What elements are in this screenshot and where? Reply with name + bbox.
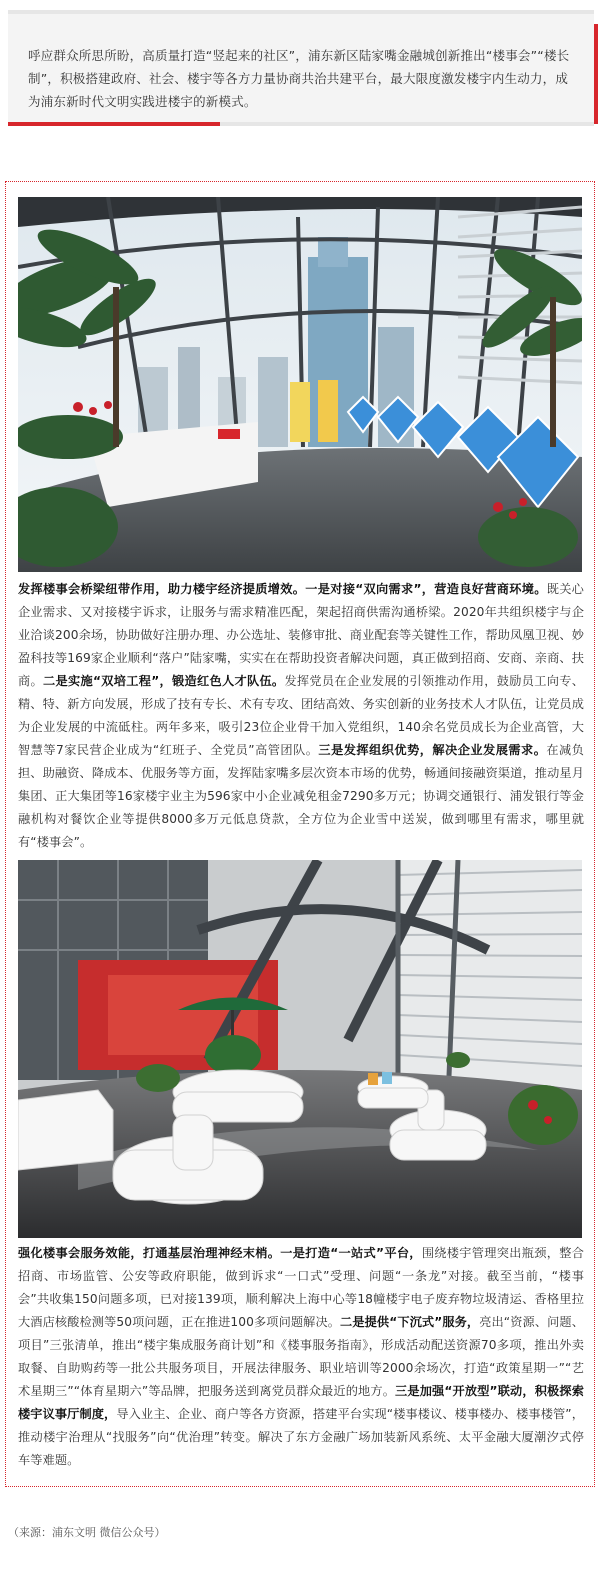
intro-red-accent-bottom	[8, 122, 220, 126]
observation-deck-photo	[18, 197, 582, 572]
lounge-photo	[18, 860, 582, 1238]
intro-top-bar	[8, 10, 594, 14]
intro-box	[8, 10, 594, 126]
intro-text: 呼应群众所思所盼，高质量打造“竖起来的社区”，浦东新区陆家嘴金融城创新推出“楼事会”“楼长制”，积极搭建政府、社会、楼宇等各方力量协商共治共建平台，最大限度激发楼宇内生动力，成为浦东新时代文明实践进楼宇的新模式。	[28, 48, 570, 109]
section-2-point-2-heading: 二是提供“下沉式”服务，	[340, 1315, 480, 1329]
section-2-point-1-heading: 一是打造“一站式”平台，	[280, 1246, 422, 1260]
section-1-point-3-heading: 三是发挥组织优势，解决企业发展需求。	[318, 743, 547, 757]
source-credit: （来源：浦东文明 微信公众号）	[8, 1526, 166, 1539]
section-1-point-2-heading: 二是实施“双培工程”，锻造红色人才队伍。	[42, 674, 285, 688]
section-2-point-3-heading: 三是加强“开放型”联动，积极探索楼宇议事厅制度，	[18, 1384, 584, 1421]
section-2-paragraph	[18, 1242, 584, 1472]
section-2-point-3-text: 导入业主、企业、商户等各方资源，搭建平台实现“楼事楼议、楼事楼办、楼事楼管”，推动楼宇治理从“找服务”向“优治理”转变。解决了东方金融广场加装新风系统、太平金融大厦潮汐式停车等难题。	[18, 1407, 584, 1467]
section-1-paragraph	[18, 578, 584, 854]
section-2-point-1-text: 围绕楼宇管理突出瓶颈，整合招商、市场监管、公安等政府职能，做到诉求“一口式”受理、问题“一条龙”对接。截至当前，“楼事会”共收集150问题多项，已对接139项，顺利解决上海中心等18幢楼宇电子废弃物垃圾清运、香格里拉大酒店核酸检测等50项问题，正在推进100多项问题解决。	[18, 1246, 584, 1329]
section-2-point-2-text: 亮出“资源、问题、项目”三张清单，推出“楼宇集成服务商计划”和《楼事服务指南》，形成活动配送资源70多项，推出外卖取餐、自助购药等一批公共服务项目，开展法律服务、职业培训等2000余场次，打造“政策星期一”“艺术星期三”“体育星期六”等品牌，把服务送到离党员群众最近的地方。	[18, 1315, 584, 1398]
section-1-point-1-heading: 一是对接“双向需求”，营造良好营商环境。	[305, 582, 547, 596]
section-1-point-1-text: 既关心企业需求、又对接楼宇诉求，让服务与需求精准匹配，架起招商供需沟通桥梁。2020年共组织楼宇与企业洽谈200余场，协助做好注册办理、办公选址、装修审批、商业配套等关键性工作，帮助凤凰卫视、妙盈科技等169家企业顺利“落户”陆家嘴，实实在在帮助投资者解决问题，真正做到招商、安商、亲商、扶商。	[18, 582, 584, 688]
section-1-point-3-text: 在减负担、助融资、降成本、优服务等方面，发挥陆家嘴多层次资本市场的优势，畅通间接融资渠道，推动星月集团、正大集团等16家楼宇业主为596家中小企业减免租金7290多万元；协调交通银行、浦发银行等金融机构对餐饮企业等提供8000多万元低息贷款，全方位为企业雪中送炭，做到哪里有需求，哪里就有“楼事会”。	[18, 743, 584, 849]
intro-red-accent-right	[594, 24, 598, 124]
section-1-point-2-text: 发挥党员在企业发展的引领推动作用，鼓励员工向专、精、特、新方向发展，形成了技有专长、术有专攻、团结高效、务实创新的业务技术人才队伍，让党员成为企业发展的中流砥柱。两年多来，吸引23位企业骨干加入党组织，140余名党员成长为企业高管，大智慧等7家民营企业成为“红班子、全党员”高管团队。	[18, 674, 584, 757]
section-1-lead: 发挥楼事会桥梁纽带作用，助力楼宇经济提质增效。	[18, 582, 306, 596]
section-2-lead: 强化楼事会服务效能，打通基层治理神经末梢。	[18, 1246, 281, 1260]
